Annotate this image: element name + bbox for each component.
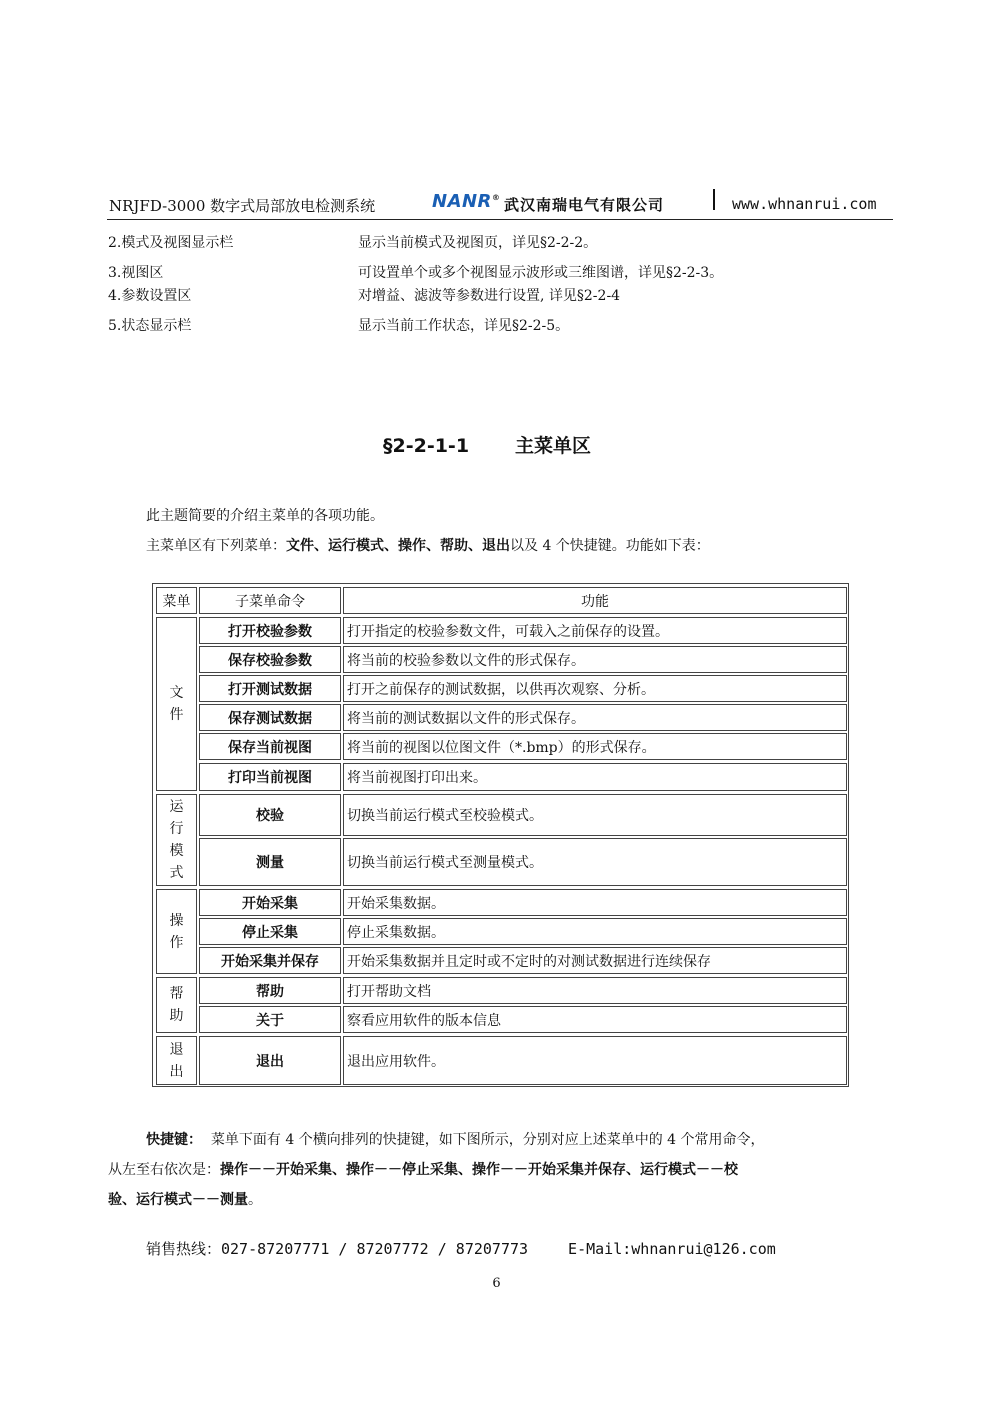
menus-suffix: 以及 4 个快捷键。功能如下表：: [510, 538, 710, 554]
table-function: 打开指定的校验参数文件，可载入之前保存的设置。: [343, 617, 847, 644]
section-heading: [383, 431, 591, 458]
header-rule: [107, 219, 893, 220]
table-header-menu: 菜单: [156, 587, 197, 614]
shortcut-line-2: [108, 1156, 738, 1184]
legend-desc: 显示当前工作状态，详见§2-2-5。: [358, 318, 570, 334]
category-label: [170, 910, 184, 954]
table-function: 退出应用软件。: [343, 1036, 847, 1085]
table-header-function: 功能: [343, 587, 847, 614]
category-char: 件: [169, 707, 184, 723]
footer-email: E-Mail:whnanrui@126.com: [568, 1240, 776, 1258]
legend-label: 2.模式及视图显示栏: [108, 235, 234, 251]
table-command: 保存当前视图: [199, 733, 341, 760]
logo-text: NANR: [432, 191, 492, 212]
shortcut-commands-2: 验、运行模式－－测量: [108, 1192, 248, 1208]
table-command: 保存测试数据: [199, 704, 341, 731]
category-exit: [156, 1036, 197, 1085]
shortcut-line-1: [108, 1126, 765, 1154]
table-command: 打开测试数据: [199, 675, 341, 702]
table-command: 退出: [199, 1036, 341, 1085]
table-function: 开始采集数据。: [343, 889, 847, 916]
footer-hotline: 销售热线：027-87207771 / 87207772 / 87207773: [146, 1240, 529, 1258]
menu-function-table: [152, 583, 849, 1087]
category-char: 帮: [169, 986, 184, 1002]
legend-desc: 可设置单个或多个视图显示波形或三维图谱，详见§2-2-3。: [358, 265, 724, 281]
table-function: 将当前的测试数据以文件的形式保存。: [343, 704, 847, 731]
table-command: 测量: [199, 838, 341, 886]
page-number: 6: [492, 1276, 501, 1291]
footer-contact: [146, 1238, 776, 1259]
header-separator: [713, 189, 715, 210]
category-char: 出: [169, 1063, 184, 1080]
section-title: 主菜单区: [515, 435, 592, 457]
menus-list: 文件、运行模式、操作、帮助、退出: [286, 538, 510, 554]
table-function: 将当前的视图以位图文件（*.bmp）的形式保存。: [343, 733, 847, 760]
category-help: [156, 977, 197, 1033]
table-command: 关于: [199, 1006, 341, 1033]
category-char: 文: [169, 685, 184, 701]
category-char: 式: [169, 865, 184, 881]
table-function: 切换当前运行模式至校验模式。: [343, 794, 847, 836]
table-command: 保存校验参数: [199, 646, 341, 673]
category-label: [170, 1039, 184, 1083]
table-header-command: 子菜单命令: [199, 587, 341, 614]
table-function: 打开之前保存的测试数据，以供再次观察、分析。: [343, 675, 847, 702]
category-operation: [156, 889, 197, 974]
logo-registered-mark: ®: [491, 193, 501, 202]
table-function: 将当前的校验参数以文件的形式保存。: [343, 646, 847, 673]
table-command: 开始采集: [199, 889, 341, 916]
legend-desc: 对增益、滤波等参数进行设置, 详见§2-2-4: [358, 288, 621, 304]
table-command: 打印当前视图: [199, 763, 341, 791]
shortcut-line-3: [108, 1186, 262, 1214]
section-intro: 此主题简要的介绍主菜单的各项功能。: [146, 508, 384, 524]
legend-label: 3.视图区: [108, 265, 164, 281]
category-char: 作: [169, 934, 184, 951]
category-char: 助: [169, 1008, 184, 1024]
table-function: 切换当前运行模式至测量模式。: [343, 838, 847, 886]
legend-label: 4.参数设置区: [108, 288, 192, 304]
shortcut-suffix: 。: [248, 1192, 262, 1208]
category-char: 行: [169, 821, 184, 837]
category-char: 操: [169, 912, 184, 929]
category-label: [170, 682, 184, 726]
header-website: www.whnanrui.com: [732, 195, 877, 213]
category-char: 运: [169, 799, 184, 815]
legend-desc: 显示当前模式及视图页，详见§2-2-2。: [358, 235, 598, 251]
header-product-title: NRJFD-3000 数字式局部放电检测系统: [109, 197, 376, 215]
company-logo: [432, 191, 500, 212]
table-command: 帮助: [199, 977, 341, 1004]
menus-sentence: [146, 535, 710, 555]
legend-label: 5.状态显示栏: [108, 318, 192, 334]
shortcut-label: 快捷键：: [146, 1132, 202, 1148]
category-file: [156, 617, 197, 791]
table-command: 校验: [199, 794, 341, 836]
table-command: 开始采集并保存: [199, 947, 341, 974]
shortcut-prefix: 从左至右依次是：: [108, 1162, 220, 1178]
shortcut-commands-1: 操作－－开始采集、操作－－停止采集、操作－－开始采集并保存、运行模式－－校: [220, 1162, 738, 1178]
category-label: [170, 796, 184, 884]
table-function: 察看应用软件的版本信息: [343, 1006, 847, 1033]
table-command: 停止采集: [199, 918, 341, 945]
section-number: §2-2-1-1: [383, 435, 470, 457]
menus-prefix: 主菜单区有下列菜单：: [146, 538, 286, 554]
category-label: [170, 983, 184, 1027]
table-function: 打开帮助文档: [343, 977, 847, 1004]
table-function: 将当前视图打印出来。: [343, 763, 847, 791]
shortcut-text-1: 菜单下面有 4 个横向排列的快捷键，如下图所示，分别对应上述菜单中的 4 个常用命令，: [210, 1132, 765, 1148]
table-command: 打开校验参数: [199, 617, 341, 644]
header-company-name: 武汉南瑞电气有限公司: [504, 196, 665, 214]
category-char: 模: [169, 843, 184, 859]
table-function: 停止采集数据。: [343, 918, 847, 945]
category-char: 退: [169, 1041, 184, 1058]
table-function: 开始采集数据并且定时或不定时的对测试数据进行连续保存: [343, 947, 847, 974]
category-run-mode: [156, 794, 197, 886]
